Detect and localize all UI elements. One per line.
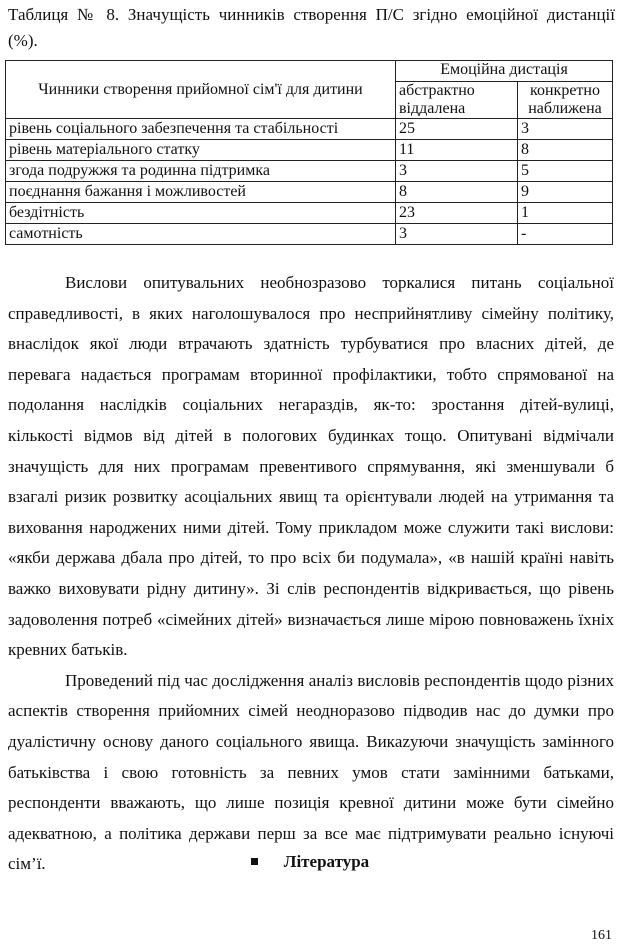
- factors-table: [5, 60, 613, 245]
- factor-cell: бездітність: [6, 203, 396, 224]
- table-row: [6, 140, 613, 161]
- table-row: [6, 119, 613, 140]
- table-row: [6, 182, 613, 203]
- abstract-value-cell: 3: [396, 161, 518, 182]
- table-row: [6, 161, 613, 182]
- body-text: [8, 268, 614, 880]
- paragraph-social-justice: Вислови опитувальних необнозразово торкалися питань соціальної справедливості, в яких наголошувалося про несприйнятливу сімейну політику, внаслідок якої люди втрачають здатність турбуватися про власних дітей, де перевага надається програмам вторинної профілактики, тобто спрямованої на подолання наслідків соціальних негараздів, як-то: зростання дітей-вулиці, кількості відмов від дітей в пологових будинках тощо. Опитувані відмічали значущість для них програмам превентивого спрямування, які зменшували б взагалі ризик розвитку асоціальних явищ та орієнтували людей на утримання та виховання народжених ними дітей. Тому прикладом може служити такі вислови: «якби держава дбала про дітей, то про всіх би подумала», «в нашій країні навіть важко виховувати рідну дитину». Зі слів респондентів відкривається, що рівень задоволення потреб «сімейних дітей» визначається лише мірою повноважень їхніх кревних батьків.: [8, 273, 614, 660]
- factor-column-header: Чинники створення прийомної сім'ї для дитини: [6, 61, 396, 119]
- abstract-value-cell: 3: [396, 224, 518, 245]
- table-caption: Таблиця № 8. Значущість чинників створення П/С згідно емоційної дистанції: [8, 5, 615, 24]
- concrete-value-cell: 5: [518, 161, 613, 182]
- concrete-value-cell: 9: [518, 182, 613, 203]
- abstract-value-cell: 25: [396, 119, 518, 140]
- paragraph-dualistic-basis: Проведений під час дослідження аналіз висловів респондентів щодо різних аспектів створення прийомних сімей неодноразово підводив нас до думки про дуалістичну основу даного соціального явища. Викazуючи значущість замінного батьківства і свою готовність за певних умов стати замінними батьками, респонденти вважають, що лише позиція кревної дитини може бути сімейно адекватною, а політика держави перш за все має підтримувати реально існуючі сім’ї.: [8, 670, 614, 874]
- abstract-value-cell: 8: [396, 182, 518, 203]
- concrete-value-cell: 8: [518, 140, 613, 161]
- factor-cell: поєднання бажання і можливостей: [6, 182, 396, 203]
- concrete-value-cell: 1: [518, 203, 613, 224]
- concrete-close-header: конкретно наближена: [518, 82, 613, 119]
- square-bullet-icon: [251, 858, 258, 865]
- emotional-distance-header: Емоційна дистація: [396, 61, 613, 82]
- factor-cell: самотність: [6, 224, 396, 245]
- abstract-distant-header: абстрактно віддалена: [396, 82, 518, 119]
- references-heading-text: Література: [283, 852, 370, 871]
- page-number: 161: [591, 928, 612, 943]
- concrete-value-cell: 3: [518, 119, 613, 140]
- factor-cell: рівень матеріального статку: [6, 140, 396, 161]
- abstract-value-cell: 11: [396, 140, 518, 161]
- table-row: [6, 224, 613, 245]
- references-heading: [0, 852, 620, 872]
- factor-cell: згода подружжя та родинна підтримка: [6, 161, 396, 182]
- factor-cell: рівень соціального забезпечення та стабільності: [6, 119, 396, 140]
- abstract-value-cell: 23: [396, 203, 518, 224]
- table-caption-continuation: (%).: [8, 31, 38, 50]
- table-row: [6, 203, 613, 224]
- concrete-value-cell: -: [518, 224, 613, 245]
